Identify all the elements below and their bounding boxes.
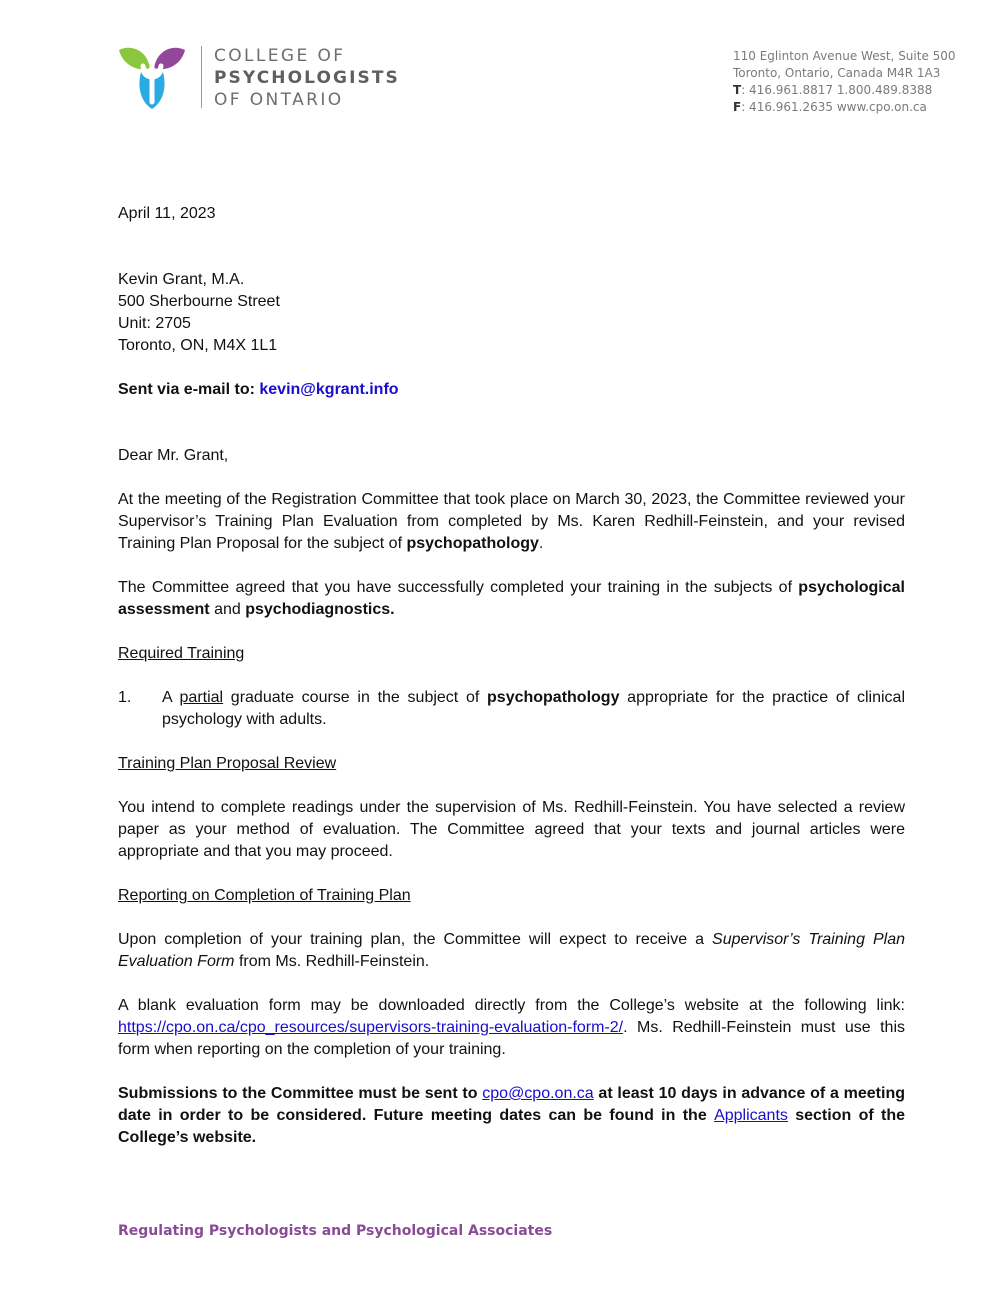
- paragraph-reporting: [118, 929, 905, 973]
- para1-end: .: [538, 535, 544, 552]
- para4-form-name: Supervisor’s Training Plan Evaluation Form: [118, 931, 906, 970]
- para1-text: At the meeting of the Registration Committee that took place on March 30, 2023, the Committee reviewed your Supervisor’s Training Plan Evaluation from completed by Ms. Karen Redhill-Feinstein, and your revised Training Plan Proposal for the subject of: [118, 491, 905, 552]
- footer-tagline: Regulating Psychologists and Psychological Associates: [118, 1223, 553, 1239]
- logo-line-1: COLLEGE OF: [214, 46, 346, 66]
- address-line-1: 110 Eglinton Avenue West, Suite 500: [733, 49, 956, 63]
- heading-required-training: Required Training: [118, 645, 245, 662]
- evaluation-form-link[interactable]: https://cpo.on.ca/cpo_resources/supervisors-training-evaluation-form-2/: [118, 1019, 624, 1036]
- recipient-street: 500 Sherbourne Street: [118, 293, 280, 310]
- sent-via-line: [118, 379, 905, 401]
- recipient-name: Kevin Grant, M.A.: [118, 271, 245, 288]
- recipient-unit: Unit: 2705: [118, 315, 191, 332]
- sent-via-label: Sent via e-mail to:: [118, 381, 255, 398]
- fax-label: F: [733, 100, 742, 114]
- para4-end: from Ms. Redhill-Feinstein.: [234, 953, 430, 970]
- college-address: [733, 48, 956, 116]
- cpo-email-link[interactable]: cpo@cpo.on.ca: [482, 1085, 594, 1102]
- required-training-item: [118, 687, 905, 731]
- item1-subject: psychopathology: [487, 689, 620, 706]
- para4-text: Upon completion of your training plan, the Committee will expect to receive a: [118, 931, 713, 948]
- paragraph-blank-form: [118, 995, 905, 1061]
- fax-line: [733, 99, 956, 116]
- recipient-address: [118, 269, 905, 357]
- letter-date: April 11, 2023: [118, 205, 216, 222]
- para1-subject: psychopathology: [406, 535, 539, 552]
- logo-line-3: OF ONTARIO: [214, 90, 344, 110]
- letter-body: [118, 203, 905, 1149]
- para2-subject-2: psychodiagnostics.: [245, 601, 395, 618]
- para2-and: and: [209, 601, 246, 618]
- para6-text-c: section of the College’s website.: [118, 1107, 906, 1146]
- item-number: 1.: [118, 689, 132, 706]
- logo-line-2: PSYCHOLOGISTS: [214, 68, 400, 88]
- recipient-city: Toronto, ON, M4X 1L1: [118, 337, 278, 354]
- paragraph-completed-training: [118, 577, 905, 621]
- item1-partial: partial: [179, 689, 224, 706]
- college-logo-icon: [117, 46, 187, 110]
- para6-text-b: at least 10 days in advance of a meeting date in order to be considered. Future meeting dates can be found in the: [118, 1085, 905, 1124]
- phone-line: [733, 82, 956, 99]
- applicants-link[interactable]: Applicants: [714, 1107, 788, 1124]
- recipient-email-link[interactable]: kevin@kgrant.info: [259, 381, 399, 398]
- paragraph-submissions: [118, 1083, 905, 1149]
- phone-label: T: [733, 83, 742, 97]
- heading-reporting: Reporting on Completion of Training Plan: [118, 887, 411, 904]
- logo-divider: [201, 46, 202, 108]
- para5-text: A blank evaluation form may be downloaded directly from the College’s website at the following link:: [118, 997, 905, 1014]
- phone-numbers: : 416.961.8817 1.800.489.8388: [741, 83, 933, 97]
- address-line-2: Toronto, Ontario, Canada M4R 1A3: [733, 66, 941, 80]
- para6-text-a: Submissions to the Committee must be sent to: [118, 1085, 483, 1102]
- item1-text-a: A: [162, 689, 180, 706]
- paragraph-committee-review: [118, 489, 905, 555]
- para2-text: The Committee agreed that you have successfully completed your training in the subjects of: [118, 579, 799, 596]
- fax-and-website: : 416.961.2635 www.cpo.on.ca: [741, 100, 927, 114]
- paragraph-plan-review: You intend to complete readings under the supervision of Ms. Redhill-Feinstein. You have selected a review paper as your method of evaluation. The Committee agreed that your texts and journal articles were appropriate and that you may proceed.: [118, 799, 905, 860]
- para5-end: . Ms. Redhill-Feinstein must use this form when reporting on the completion of your training.: [118, 1019, 905, 1058]
- item1-text-b: graduate course in the subject of: [223, 689, 488, 706]
- item1-text-c: appropriate for the practice of clinical psychology with adults.: [162, 689, 905, 728]
- para2-subject-1: psychological assessment: [118, 579, 905, 618]
- college-logo-wordmark: [214, 45, 400, 111]
- heading-plan-review: Training Plan Proposal Review: [118, 755, 337, 772]
- salutation: Dear Mr. Grant,: [118, 447, 229, 464]
